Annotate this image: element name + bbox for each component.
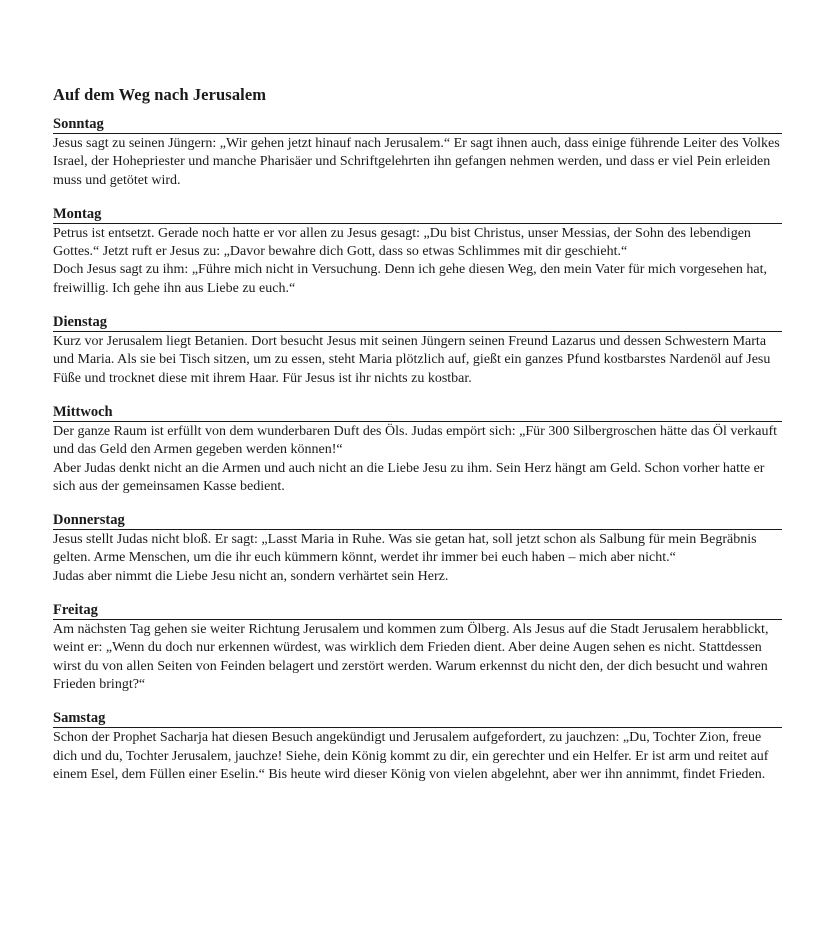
paragraph: Petrus ist entsetzt. Gerade noch hatte er vor allen zu Jesus gesagt: „Du bist Christus, unser Messias, der Sohn des lebendigen Gottes.“ Jetzt ruft er Jesus zu: „Davor bewahre dich Gott, dass so etwas Schlimmes mit dir geschieht.“ (53, 225, 751, 260)
section-samstag (53, 710, 782, 784)
section-sonntag (53, 116, 782, 190)
day-heading: Freitag (53, 602, 782, 620)
paragraph: Jesus sagt zu seinen Jüngern: „Wir gehen jetzt hinauf nach Jerusalem.“ Er sagt ihnen auch, dass einige führende Leiter des Volkes Israel, der Hohepriester und manche Pharisäer und Schriftgelehrten ihn gefangen nehmen werden, und dass er viel Pein erleiden muss und getötet wird. (53, 136, 780, 188)
paragraph: Jesus stellt Judas nicht bloß. Er sagt: „Lasst Maria in Ruhe. Was sie getan hat, soll jetzt schon als Salbung für mein Begräbnis gelten. Arme Menschen, um die ihr euch kümmern könnt, werdet ihr immer bei euch haben – mich aber nicht.“ (53, 532, 757, 566)
section-freitag (53, 602, 782, 694)
section-montag (53, 206, 782, 298)
day-heading: Samstag (53, 710, 782, 728)
document-page (53, 84, 782, 800)
section-donnerstag (53, 512, 782, 586)
day-heading: Sonntag (53, 116, 782, 134)
paragraph: Am nächsten Tag gehen sie weiter Richtung Jerusalem und kommen zum Ölberg. Als Jesus auf die Stadt Jerusalem herabblickt, weint er: „Wenn du doch nur erkennen würdest, was wirklich dem Frieden dient. Aber deine Augen sehen es nicht. Stattdessen wirst du von allen Seiten von Feinden belagert und zerstört werden. Warum erkennst du nicht den, der dich besucht und wahren Frieden bringt?“ (53, 622, 769, 692)
document-title: Auf dem Weg nach Jerusalem (53, 85, 267, 104)
day-heading: Montag (53, 206, 782, 224)
paragraph: Judas aber nimmt die Liebe Jesu nicht an, sondern verhärtet sein Herz. (53, 568, 449, 584)
paragraph: Kurz vor Jerusalem liegt Betanien. Dort besucht Jesus mit seinen Jüngern seinen Freund Lazarus und dessen Schwestern Marta und Maria. Als sie bei Tisch sitzen, um zu essen, steht Maria plötzlich auf, gießt ein ganzes Pfund kostbarstes Nardenöl auf Jesu Füße und trocknet diese mit ihrem Haar. Für Jesus ist ihr nichts zu kostbar. (53, 334, 771, 386)
paragraph: Doch Jesus sagt zu ihm: „Führe mich nicht in Versuchung. Denn ich gehe diesen Weg, den mein Vater für mich vorgesehen hat, freiwillig. Ich gehe ihn aus Liebe zu euch.“ (53, 262, 767, 296)
day-heading: Mittwoch (53, 404, 782, 422)
day-heading: Dienstag (53, 314, 782, 332)
section-mittwoch (53, 404, 782, 496)
paragraph: Schon der Prophet Sacharja hat diesen Besuch angekündigt und Jerusalem aufgefordert, zu jauchzen: „Du, Tochter Zion, freue dich und du, Tochter Jerusalem, jauchze! Siehe, dein König kommt zu dir, ein gerechter und ein Helfer. Er ist arm und reitet auf einem Esel, dem Füllen einer Eselin.“ Bis heute wird dieser König von vielen abgelehnt, aber wer ihn annimmt, findet Frieden. (53, 730, 769, 782)
paragraph: Aber Judas denkt nicht an die Armen und auch nicht an die Liebe Jesu zu ihm. Sein Herz hängt am Geld. Schon vorher hatte er sich aus der gemeinsamen Kasse bedient. (53, 460, 765, 494)
section-dienstag (53, 314, 782, 388)
paragraph: Der ganze Raum ist erfüllt von dem wunderbaren Duft des Öls. Judas empört sich: „Für 300 Silbergroschen hätte das Öl verkauft und das Geld den Armen gegeben werden können!“ (53, 423, 778, 458)
day-heading: Donnerstag (53, 512, 782, 530)
